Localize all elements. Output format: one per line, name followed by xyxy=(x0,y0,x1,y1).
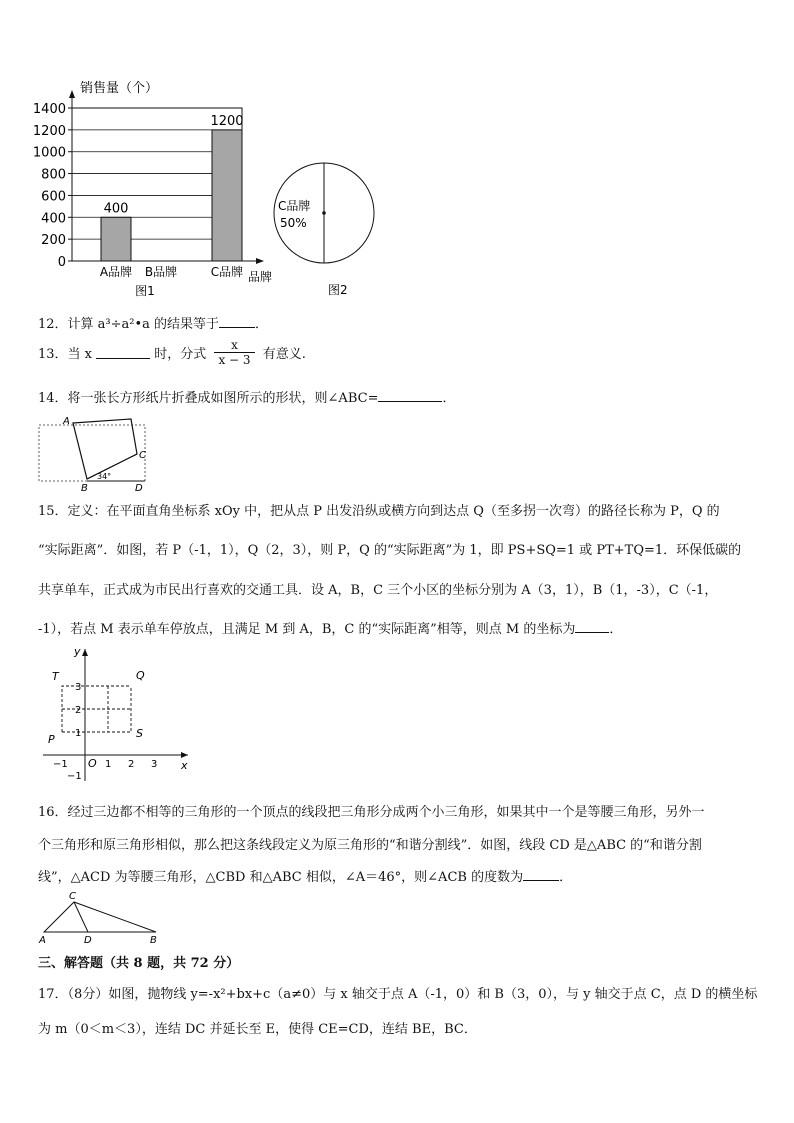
bar xyxy=(101,217,131,261)
section-heading: 三、解答题（共 8 题，共 72 分） xyxy=(38,956,240,971)
y-tick-label: 800 xyxy=(41,167,66,183)
x-tick-3: 3 xyxy=(151,759,158,770)
y-tick-3: 3 xyxy=(75,682,82,693)
q12-text: 12．计算 a³÷a²•a 的结果等于 xyxy=(38,317,220,332)
angle-label: 34° xyxy=(97,472,112,481)
fraction-denominator: x − 3 xyxy=(218,353,251,367)
q14-answer-blank[interactable] xyxy=(378,389,442,402)
y-tick-neg1: −1 xyxy=(67,771,82,782)
point-label-P: P xyxy=(48,733,55,746)
pie-center-dot xyxy=(322,211,326,215)
x-category-label: C品牌 xyxy=(210,265,244,279)
x-tick-2: 2 xyxy=(128,759,135,770)
q16-line-1: 16．经过三边都不相等的三角形的一个顶点的线段把三角形分成两个小三角形，如果其中一个是等腰三角形，另外一 xyxy=(38,805,705,820)
point-label-T: T xyxy=(52,670,59,683)
y-tick-2: 2 xyxy=(75,705,82,716)
y-tick-label: 1400 xyxy=(32,102,66,117)
triangle-ABC xyxy=(44,902,156,932)
q13-text-mid: 时，分式 xyxy=(154,347,207,362)
question-16-end xyxy=(38,866,572,885)
point-label-Q: Q xyxy=(136,669,145,682)
bar xyxy=(212,130,242,261)
y-tick-label: 400 xyxy=(41,211,66,227)
q16-text: 线”，△ACD 为等腰三角形，△CBD 和△ABC 相似，∠A＝46°，则∠ACB 的度数为 xyxy=(38,870,524,885)
y-tick-label: 0 xyxy=(57,255,66,270)
x-axis-label: 品牌 xyxy=(248,270,273,284)
bar-chart-figure-1 xyxy=(30,78,280,300)
rectangle-outline xyxy=(39,425,145,481)
point-label-S: S xyxy=(136,727,143,740)
q14-fold-figure xyxy=(35,413,155,493)
figure-2-caption: 图2 xyxy=(328,283,348,297)
q14-text: 14．将一张长方形纸片折叠成如图所示的形状，则∠ABC= xyxy=(38,391,379,406)
q15-line-2: “实际距离”．如图，若 P（-1，1），Q（2，3），则 P，Q 的“实际距离”为 1，即 PS+SQ=1 或 PT+TQ=1．环保低碳的 xyxy=(38,543,742,558)
axis-label-x: x xyxy=(181,759,188,772)
q13-text: 13．当 x xyxy=(38,347,93,362)
label-C: C xyxy=(69,891,76,902)
q14-text-end: ． xyxy=(442,391,456,406)
figure-1-caption: 图1 xyxy=(135,284,155,298)
q17-line-1: 17．（8分）如图，抛物线 y=-x²+bx+c（a≠0）与 x 轴交于点 A（-1，0）和 B（3，0），与 y 轴交于点 C，点 D 的横坐标 xyxy=(38,987,758,1002)
q12-text-end: ． xyxy=(255,317,269,332)
label-A: A xyxy=(63,416,70,427)
y-axis-arrow xyxy=(69,90,75,98)
q15-answer-blank[interactable] xyxy=(575,620,609,633)
y-axis-label: 销售量（个） xyxy=(80,81,159,96)
axis-label-y: y xyxy=(74,645,81,658)
pie-slice-value: 50% xyxy=(280,216,307,230)
q13-answer-blank[interactable] xyxy=(96,346,150,359)
q15-text: -1），若点 M 表示单车停放点，且满足 M 到 A，B，C 的“实际距离”相等，则点 M 的坐标为 xyxy=(38,622,576,637)
x-tick-1: 1 xyxy=(105,759,112,770)
q15-line-1: 15．定义：在平面直角坐标系 xOy 中，把从点 P 出发沿纵或横方向到达点 Q（至多拐一次弯）的路径长称为 P，Q 的 xyxy=(38,504,720,519)
data-label: 400 xyxy=(103,201,129,217)
q17-line-2: 为 m（0＜m＜3），连结 DC 并延长至 E，使得 CE=CD，连结 BE，BC． xyxy=(38,1022,477,1037)
x-axis-arrow xyxy=(181,752,188,758)
q16-triangle-figure xyxy=(36,888,166,946)
data-label: 1200 xyxy=(210,113,244,129)
y-tick-label: 200 xyxy=(41,233,66,249)
label-B: B xyxy=(150,935,157,946)
pie-chart-figure-2 xyxy=(270,160,380,300)
label-A: A xyxy=(39,935,46,946)
pie-slice-label: C品牌 xyxy=(278,199,311,213)
fold-line xyxy=(87,454,137,479)
y-tick-label: 1200 xyxy=(32,123,66,139)
label-D: D xyxy=(135,483,143,493)
q13-fraction xyxy=(214,338,254,367)
label-B: B xyxy=(81,483,88,493)
question-12 xyxy=(38,313,268,332)
x-category-label: B品牌 xyxy=(144,265,178,279)
q15-line-3: 共享单车，正式成为市民出行喜欢的交通工具．设 A，B，C 三个小区的坐标分别为 A（3，1），B（1，-3），C（-1， xyxy=(38,583,718,598)
q15-coordinate-figure xyxy=(38,643,198,788)
q16-answer-blank[interactable] xyxy=(523,868,559,881)
label-C: C xyxy=(139,450,146,461)
q13-text-end: 有意义. xyxy=(262,347,306,362)
question-13 xyxy=(38,338,306,367)
q16-text-end: ． xyxy=(559,870,573,885)
origin-label: O xyxy=(88,757,97,770)
x-axis-arrow xyxy=(256,258,264,264)
label-D: D xyxy=(84,935,92,946)
q16-line-2: 个三角形和原三角形相似，那么把这条线段定义为原三角形的“和谐分割线”．如图，线段 CD 是△ABC 的“和谐分割 xyxy=(38,838,702,853)
y-tick-label: 600 xyxy=(41,189,66,205)
q15-text-end: ． xyxy=(609,622,623,637)
question-14 xyxy=(38,387,455,406)
fraction-numerator: x xyxy=(214,338,254,353)
question-15-end xyxy=(38,618,622,637)
y-axis-arrow xyxy=(82,649,88,656)
x-category-label: A品牌 xyxy=(99,265,133,279)
x-tick-neg1: −1 xyxy=(53,759,68,770)
q12-answer-blank[interactable] xyxy=(219,315,255,328)
y-tick-1: 1 xyxy=(75,728,82,739)
y-tick-label: 1000 xyxy=(32,145,66,161)
